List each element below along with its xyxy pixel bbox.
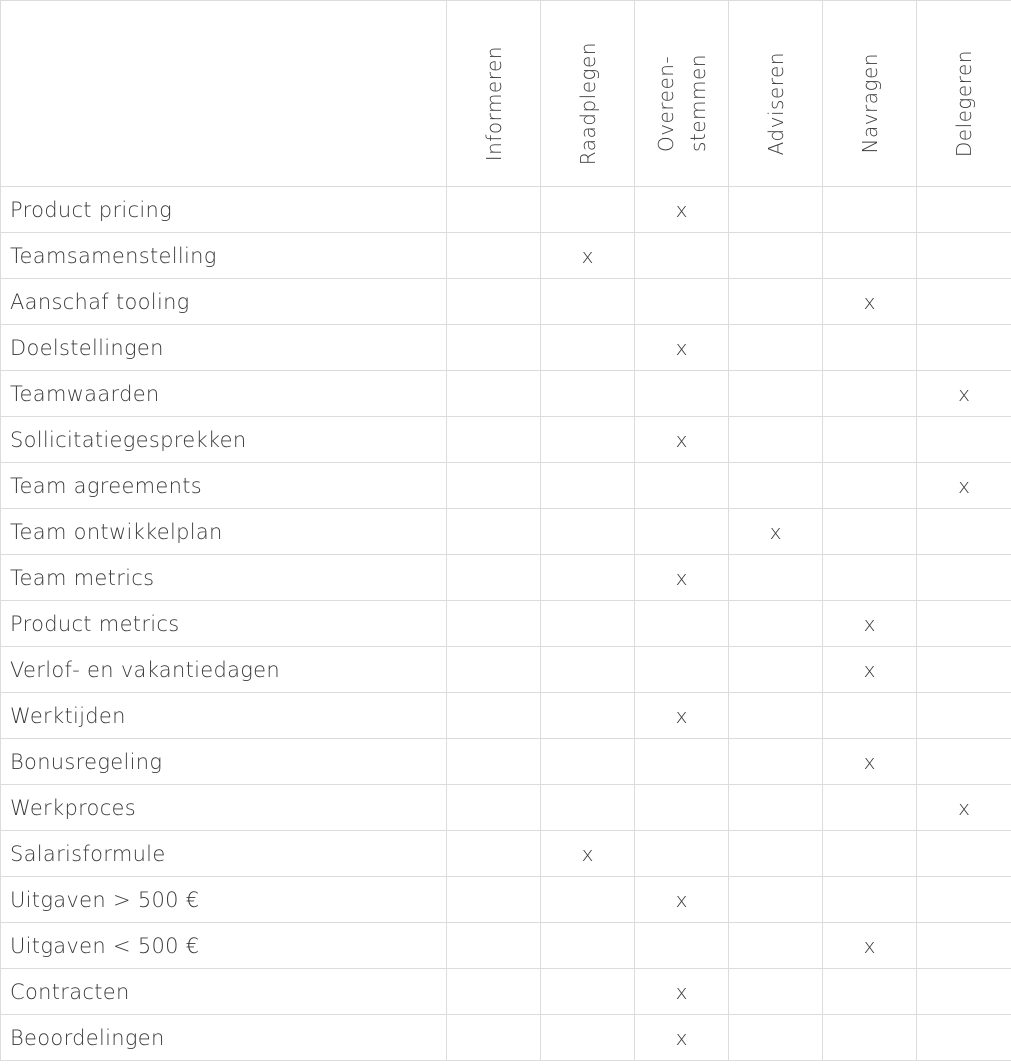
level-cell <box>917 831 1011 877</box>
table-row <box>1 371 1011 417</box>
topic-label: Beoordelingen <box>1 1015 447 1061</box>
level-cell <box>823 233 917 279</box>
table-row <box>1 1015 1011 1061</box>
level-cell <box>729 693 823 739</box>
level-cell <box>447 831 541 877</box>
level-cell <box>541 923 635 969</box>
level-cell <box>917 233 1011 279</box>
level-cell <box>541 1015 635 1061</box>
level-cell <box>447 739 541 785</box>
table-row <box>1 739 1011 785</box>
level-mark: x <box>635 877 729 923</box>
topic-label: Team metrics <box>1 555 447 601</box>
level-header-overeenstemmen <box>635 1 729 187</box>
level-cell <box>541 325 635 371</box>
level-cell <box>447 785 541 831</box>
level-cell <box>823 693 917 739</box>
topic-label: Team agreements <box>1 463 447 509</box>
level-cell <box>541 555 635 601</box>
level-mark: x <box>917 785 1011 831</box>
level-cell <box>917 647 1011 693</box>
level-cell <box>635 831 729 877</box>
level-cell <box>729 647 823 693</box>
level-cell <box>729 785 823 831</box>
table-row <box>1 509 1011 555</box>
level-cell <box>729 831 823 877</box>
level-cell <box>729 923 823 969</box>
level-cell <box>729 463 823 509</box>
level-cell <box>729 739 823 785</box>
topic-label: Product metrics <box>1 601 447 647</box>
level-cell <box>541 417 635 463</box>
level-cell <box>635 647 729 693</box>
level-header-informeren <box>447 1 541 187</box>
level-cell <box>729 969 823 1015</box>
level-cell <box>729 555 823 601</box>
table-row <box>1 601 1011 647</box>
level-cell <box>635 601 729 647</box>
level-cell <box>917 325 1011 371</box>
level-mark: x <box>635 187 729 233</box>
level-cell <box>917 923 1011 969</box>
level-cell <box>541 601 635 647</box>
level-cell <box>729 233 823 279</box>
level-mark: x <box>635 555 729 601</box>
topic-label: Sollicitatiegesprekken <box>1 417 447 463</box>
level-cell <box>447 325 541 371</box>
level-cell <box>823 969 917 1015</box>
level-cell <box>541 187 635 233</box>
level-cell <box>447 187 541 233</box>
level-cell <box>447 647 541 693</box>
level-cell <box>447 877 541 923</box>
topic-label: Team ontwikkelplan <box>1 509 447 555</box>
level-cell <box>729 601 823 647</box>
level-mark: x <box>823 647 917 693</box>
level-cell <box>823 877 917 923</box>
level-cell <box>635 279 729 325</box>
level-header-navragen <box>823 1 917 187</box>
table-row <box>1 555 1011 601</box>
level-mark: x <box>635 325 729 371</box>
level-cell <box>635 233 729 279</box>
level-cell <box>447 279 541 325</box>
level-header-adviseren <box>729 1 823 187</box>
level-cell <box>635 923 729 969</box>
level-cell <box>541 877 635 923</box>
level-label: Navragen <box>857 53 882 154</box>
level-mark: x <box>541 831 635 877</box>
level-mark: x <box>823 279 917 325</box>
table-row <box>1 417 1011 463</box>
table-row <box>1 923 1011 969</box>
level-cell <box>541 279 635 325</box>
level-cell <box>635 785 729 831</box>
level-cell <box>541 785 635 831</box>
topic-label: Uitgaven > 500 € <box>1 877 447 923</box>
corner-cell <box>1 1 447 187</box>
level-header-raadplegen <box>541 1 635 187</box>
table-row <box>1 463 1011 509</box>
topic-label: Bonusregeling <box>1 739 447 785</box>
level-cell <box>729 279 823 325</box>
level-mark: x <box>823 739 917 785</box>
level-cell <box>823 509 917 555</box>
level-cell <box>917 279 1011 325</box>
level-cell <box>729 1015 823 1061</box>
header-row <box>1 1 1011 187</box>
level-cell <box>541 739 635 785</box>
level-cell <box>917 693 1011 739</box>
level-cell <box>447 463 541 509</box>
level-cell <box>823 371 917 417</box>
level-cell <box>447 371 541 417</box>
topic-label: Contracten <box>1 969 447 1015</box>
level-label: Informeren <box>481 45 506 162</box>
topic-label: Salarisformule <box>1 831 447 877</box>
level-cell <box>823 785 917 831</box>
table-row <box>1 785 1011 831</box>
level-cell <box>917 509 1011 555</box>
topic-label: Doelstellingen <box>1 325 447 371</box>
level-cell <box>729 877 823 923</box>
level-cell <box>917 417 1011 463</box>
level-cell <box>447 969 541 1015</box>
level-mark: x <box>635 1015 729 1061</box>
topic-label: Teamwaarden <box>1 371 447 417</box>
level-cell <box>917 601 1011 647</box>
level-label: Adviseren <box>763 51 788 156</box>
level-label: Raadplegen <box>575 41 600 166</box>
topic-label: Werkproces <box>1 785 447 831</box>
table-row <box>1 187 1011 233</box>
level-cell <box>917 555 1011 601</box>
level-cell <box>729 187 823 233</box>
topic-label: Aanschaf tooling <box>1 279 447 325</box>
topic-label: Teamsamenstelling <box>1 233 447 279</box>
level-mark: x <box>635 693 729 739</box>
level-cell <box>541 463 635 509</box>
level-header-delegeren <box>917 1 1011 187</box>
table-row <box>1 279 1011 325</box>
level-cell <box>541 509 635 555</box>
level-cell <box>917 187 1011 233</box>
table-row <box>1 969 1011 1015</box>
topic-label: Verlof- en vakantiedagen <box>1 647 447 693</box>
level-cell <box>917 877 1011 923</box>
table-row <box>1 325 1011 371</box>
level-cell <box>447 555 541 601</box>
topic-label: Uitgaven < 500 € <box>1 923 447 969</box>
level-mark: x <box>917 463 1011 509</box>
level-cell <box>447 601 541 647</box>
table-row <box>1 831 1011 877</box>
matrix-body <box>1 187 1011 1061</box>
level-cell <box>917 1015 1011 1061</box>
level-mark: x <box>823 923 917 969</box>
level-cell <box>823 463 917 509</box>
level-cell <box>823 831 917 877</box>
level-cell <box>635 371 729 417</box>
level-cell <box>447 693 541 739</box>
level-mark: x <box>635 969 729 1015</box>
table-row <box>1 877 1011 923</box>
level-cell <box>823 555 917 601</box>
level-cell <box>447 509 541 555</box>
level-cell <box>917 739 1011 785</box>
level-cell <box>729 417 823 463</box>
topic-label: Product pricing <box>1 187 447 233</box>
level-mark: x <box>541 233 635 279</box>
level-cell <box>823 417 917 463</box>
level-cell <box>447 923 541 969</box>
table-row <box>1 693 1011 739</box>
level-label: Delegeren <box>952 49 976 158</box>
topic-label: Werktijden <box>1 693 447 739</box>
level-cell <box>541 969 635 1015</box>
level-cell <box>823 1015 917 1061</box>
level-cell <box>541 693 635 739</box>
level-mark: x <box>729 509 823 555</box>
level-mark: x <box>635 417 729 463</box>
level-cell <box>917 969 1011 1015</box>
level-cell <box>823 187 917 233</box>
table-row <box>1 233 1011 279</box>
level-cell <box>635 509 729 555</box>
level-cell <box>729 371 823 417</box>
table-row <box>1 647 1011 693</box>
level-mark: x <box>917 371 1011 417</box>
level-cell <box>541 647 635 693</box>
level-cell <box>729 325 823 371</box>
level-cell <box>635 463 729 509</box>
level-cell <box>823 325 917 371</box>
level-cell <box>541 371 635 417</box>
level-cell <box>635 739 729 785</box>
level-cell <box>447 1015 541 1061</box>
level-cell <box>447 233 541 279</box>
level-mark: x <box>823 601 917 647</box>
level-label: Overeen- stemmen <box>653 54 710 153</box>
level-cell <box>447 417 541 463</box>
